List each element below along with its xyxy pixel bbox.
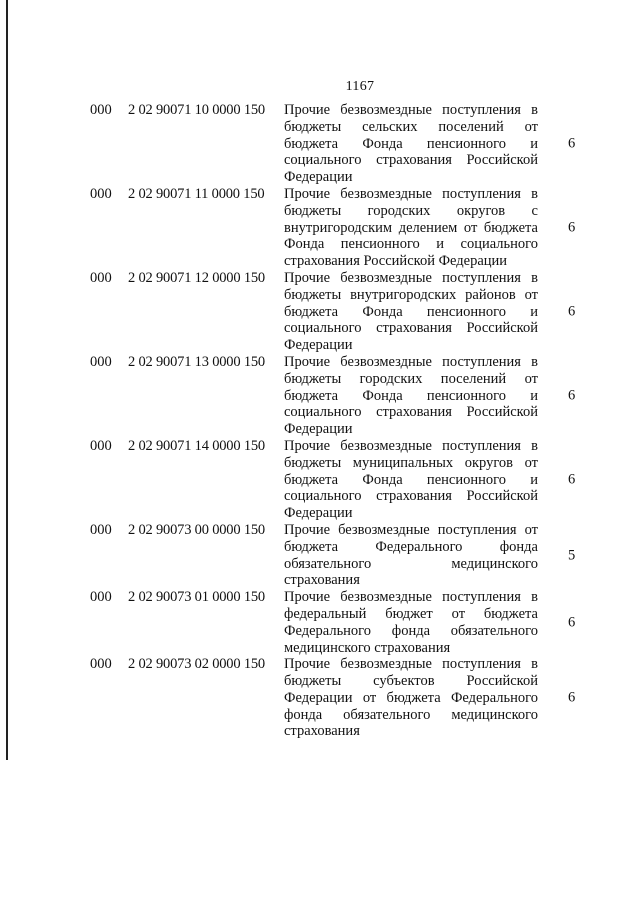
table-row bbox=[0, 522, 640, 589]
table-row bbox=[0, 186, 640, 270]
description-line: внутригородским делением от бюджета bbox=[284, 219, 538, 236]
code-digit-count: 6 bbox=[568, 471, 576, 488]
budget-classification-code: 2 02 90071 12 0000 150 bbox=[128, 269, 265, 286]
admin-code: 000 bbox=[90, 589, 112, 606]
description-line: бюджеты внутригородских районов от bbox=[284, 286, 538, 303]
budget-code-table bbox=[0, 102, 640, 740]
description-line: медицинского страхования bbox=[284, 639, 451, 656]
income-description bbox=[284, 186, 538, 270]
table-row bbox=[0, 589, 640, 656]
code-digit-count: 5 bbox=[568, 547, 576, 564]
description-line: бюджеты сельских поселений от bbox=[284, 118, 538, 135]
admin-code: 000 bbox=[90, 269, 112, 286]
description-line: бюджеты городских поселений от bbox=[284, 370, 538, 387]
description-line: социального страхования Российской bbox=[284, 488, 538, 505]
description-line: федеральный бюджет от бюджета bbox=[284, 605, 538, 622]
description-line: бюджеты муниципальных округов от bbox=[284, 454, 538, 471]
description-line: Прочие безвозмездные поступления в bbox=[284, 185, 538, 202]
description-line: бюджета Фонда пенсионного и bbox=[284, 135, 538, 152]
admin-code: 000 bbox=[90, 521, 112, 538]
description-line: Прочие безвозмездные поступления в bbox=[284, 437, 538, 454]
description-line: Прочие безвозмездные поступления в bbox=[284, 589, 538, 606]
budget-classification-code: 2 02 90071 11 0000 150 bbox=[128, 185, 265, 202]
description-line: Федерации bbox=[284, 421, 353, 438]
description-line: Федерального фонда обязательного bbox=[284, 622, 538, 639]
budget-classification-code: 2 02 90073 01 0000 150 bbox=[128, 589, 265, 606]
description-line: Прочие безвозмездные поступления в bbox=[284, 102, 538, 118]
budget-classification-code: 2 02 90071 14 0000 150 bbox=[128, 437, 265, 454]
page-number: 1167 bbox=[345, 79, 375, 94]
description-line: бюджета Фонда пенсионного и bbox=[284, 387, 538, 404]
description-line: бюджета Фонда пенсионного и bbox=[284, 471, 538, 488]
table-row bbox=[0, 354, 640, 438]
description-line: бюджеты городских округов с bbox=[284, 202, 538, 219]
admin-code: 000 bbox=[90, 353, 112, 370]
description-line: Прочие безвозмездные поступления в bbox=[284, 353, 538, 370]
description-line: страхования bbox=[284, 572, 360, 589]
code-digit-count: 6 bbox=[568, 219, 576, 236]
description-line: Фонда пенсионного и социального bbox=[284, 236, 538, 253]
description-line: Прочие безвозмездные поступления в bbox=[284, 269, 538, 286]
table-row bbox=[0, 656, 640, 740]
description-line: бюджета Федерального фонда bbox=[284, 538, 538, 555]
table-row bbox=[0, 270, 640, 354]
admin-code: 000 bbox=[90, 185, 112, 202]
description-line: социального страхования Российской bbox=[284, 320, 538, 337]
admin-code: 000 bbox=[90, 437, 112, 454]
description-line: обязательного медицинского bbox=[284, 555, 538, 572]
description-line: бюджеты субъектов Российской bbox=[284, 673, 538, 690]
table-row bbox=[0, 102, 640, 186]
budget-classification-code: 2 02 90071 10 0000 150 bbox=[128, 102, 265, 118]
description-line: Федерации bbox=[284, 337, 353, 354]
table-row bbox=[0, 438, 640, 522]
description-line: Прочие безвозмездные поступления от bbox=[284, 521, 538, 538]
income-description bbox=[284, 270, 538, 354]
income-description bbox=[284, 102, 538, 186]
description-line: Прочие безвозмездные поступления в bbox=[284, 656, 538, 673]
budget-classification-code: 2 02 90073 00 0000 150 bbox=[128, 521, 265, 538]
description-line: Федерации bbox=[284, 169, 353, 186]
description-line: Федерации bbox=[284, 505, 353, 522]
budget-classification-code: 2 02 90071 13 0000 150 bbox=[128, 353, 265, 370]
description-line: социального страхования Российской bbox=[284, 152, 538, 169]
description-line: страхования bbox=[284, 723, 360, 740]
code-digit-count: 6 bbox=[568, 135, 576, 152]
description-line: страхования Российской Федерации bbox=[284, 253, 508, 270]
code-digit-count: 6 bbox=[568, 387, 576, 404]
description-line: социального страхования Российской bbox=[284, 404, 538, 421]
code-digit-count: 6 bbox=[568, 614, 576, 631]
income-description bbox=[284, 438, 538, 522]
description-line: Федерации от бюджета Федерального bbox=[284, 689, 538, 706]
income-description bbox=[284, 522, 538, 589]
code-digit-count: 6 bbox=[568, 303, 576, 320]
description-line: бюджета Фонда пенсионного и bbox=[284, 303, 538, 320]
income-description bbox=[284, 589, 538, 656]
income-description bbox=[284, 354, 538, 438]
code-digit-count: 6 bbox=[568, 689, 576, 706]
income-description bbox=[284, 656, 538, 740]
budget-classification-code: 2 02 90073 02 0000 150 bbox=[128, 656, 265, 673]
description-line: фонда обязательного медицинского bbox=[284, 706, 538, 723]
admin-code: 000 bbox=[90, 656, 112, 673]
admin-code: 000 bbox=[90, 102, 112, 118]
